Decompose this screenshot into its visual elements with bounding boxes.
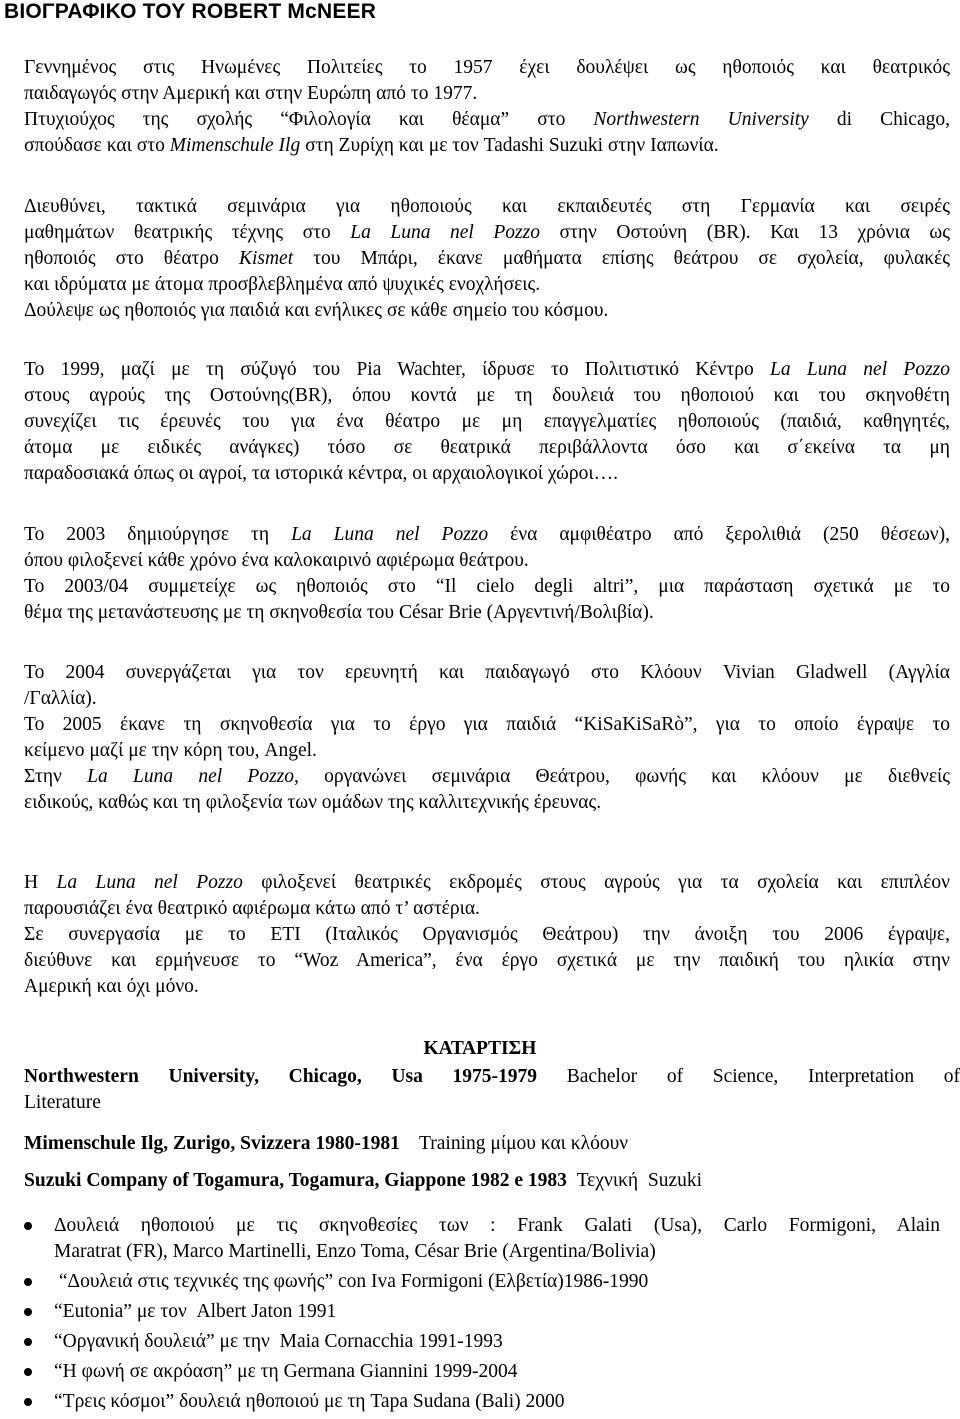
text-line: Γεννημένος στις Ηνωμένες Πολιτείες το 1957 έχει δουλέψει ως ηθοποιός και θεατρικός (24, 57, 950, 78)
bullet-icon (24, 1308, 32, 1316)
text-line: ειδικούς, καθώς και τη φιλοξενία των ομάδων της καλλιτεχνικής έρευνας. (24, 792, 602, 813)
paragraph-seminars (24, 194, 950, 324)
italic-name: Northwestern University (593, 109, 809, 130)
list-item: “Οργανική δουλειά” με την Maia Cornacchia 1991-1993 (0, 1329, 940, 1355)
text-line: Στην La Luna nel Pozzo, οργανώνει σεμινάρια Θεάτρου, φωνής και κλόουν με διεθνείς (24, 766, 950, 787)
italic-name: Kismet (238, 248, 294, 269)
text-line: και ιδρύματα με άτομα προσβλεβλημένα από ψυχικές ενοχλήσεις. (24, 274, 541, 295)
list-item: “Τρεις κόσμοι” δουλειά ηθοποιού με τη Tapa Sudana (Bali) 2000 (0, 1389, 940, 1415)
italic-name: La Luna nel Pozzo (291, 524, 489, 545)
italic-name: Mimenschule Ilg (169, 135, 301, 156)
text-line: θέμα της μετανάστευσης με τη σκηνοθεσία του César Brie (Αργεντινή/Βολιβία). (24, 602, 654, 623)
text-line: Το 2003/04 συμμετείχε ως ηθοποιός στο “Il cielo degli altri”, μια παράσταση σχετικά με το (24, 576, 950, 597)
text-line: όπου φιλοξενεί κάθε χρόνο ένα καλοκαιρινό αφιέρωμα θεάτρου. (24, 550, 529, 571)
text-line: σπούδασε και στο Mimenschule Ilg στη Ζυρίχη και με τον Tadashi Suzuki στην Ιαπωνία. (24, 135, 719, 156)
text-line: παρουσιάζει ένα θεατρικό αφιέρωμα κάτω από τ’ αστέρια. (24, 898, 480, 919)
section-heading-training: ΚΑΤΑΡΤΙΣΗ (423, 1038, 537, 1059)
list-item: “Η φωνή σε ακρόαση” με τη Germana Giannini 1999-2004 (0, 1359, 940, 1385)
text-line: συνεχίζει τις έρευνές του για ένα θέατρο με μη επαγγελματίες ηθοποιούς (παιδιά, καθηγητές, (24, 411, 950, 432)
text-line: Διευθύνει, τακτικά σεμινάρια για ηθοποιούς και εκπαιδευτές στη Γερμανία και σειρές (24, 196, 950, 217)
text-line: /Γαλλία). (24, 688, 97, 709)
institution-name: Mimenschule Ilg, Zurigo, Svizzera 1980-1981 (24, 1133, 400, 1154)
italic-name: La Luna nel Pozzo (56, 872, 243, 893)
list-item: “Eutonia” με τον Albert Jaton 1991 (0, 1299, 940, 1325)
text-line: Δούλεψε ως ηθοποιός για παιδιά και ενήλικες σε κάθε σημείο του κόσμου. (24, 300, 609, 321)
list-item: Δουλειά ηθοποιού με τις σκηνοθεσίες των : Frank Galati (Usa), Carlo Formigoni, Alain Maratrat (FR), Marco Martinelli, Enzo Toma, César Brie (Argentina/Bolivia) (0, 1213, 940, 1265)
bullet-icon (24, 1338, 32, 1346)
text-line: παιδαγωγός στην Αμερική και στην Ευρώπη από το 1977. (24, 83, 478, 104)
text-line: Σε συνεργασία με το ETI (Ιταλικός Οργανισμός Θεάτρου) την άνοιξη του 2006 έγραψε, (24, 924, 950, 945)
italic-name: La Luna nel Pozzo (87, 766, 295, 787)
text-line: Το 2004 συνεργάζεται για τον ερευνητή και παιδαγωγό στο Κλόουν Vivian Gladwell (Αγγλία (24, 662, 950, 683)
text-line: στους αγρούς της Οστούνης(BR), όπου κοντά με τη δουλειά του ηθοποιού και του σκηνοθέτη (24, 385, 950, 406)
bullet-icon (24, 1222, 32, 1230)
paragraph-1999 (24, 357, 950, 487)
institution-name: Northwestern University, Chicago, Usa 1975-1979 (24, 1066, 538, 1087)
education-entry: Mimenschule Ilg, Zurigo, Svizzera 1980-1981 Training μίμου και κλόουν (24, 1133, 629, 1154)
italic-name: La Luna nel Pozzo (770, 359, 950, 380)
text-line: κείμενο μαζί με την κόρη του, Angel. (24, 740, 317, 761)
document-title: ΒΙΟΓΡΑΦΙΚΟ ΤΟΥ ROBERT McNEER (4, 0, 377, 23)
bullet-icon (24, 1398, 32, 1406)
text-line: παραδοσιακά όπως οι αγροί, τα ιστορικά κέντρα, οι αρχαιολογικοί χώροι…. (24, 463, 618, 484)
paragraph-2003 (24, 522, 950, 626)
text-line: μαθημάτων θεατρικής τέχνης στο La Luna nel Pozzo στην Οστούνη (BR). Και 13 χρόνια ως (24, 222, 950, 243)
paragraph-2004 (24, 660, 950, 816)
text-line: Το 2005 έκανε τη σκηνοθεσία για το έργο για παιδιά “KiSaKiSaRò”, για το οποίο έγραψε το (24, 714, 950, 735)
education-entry: Northwestern University, Chicago, Usa 1975-1979 Bachelor of Science, Interpretation of Literature (24, 1064, 960, 1116)
paragraph-birth-education (24, 55, 950, 159)
paragraph-excursions (24, 870, 950, 1000)
bullet-icon (24, 1278, 32, 1286)
education-entry: Suzuki Company of Togamura, Togamura, Giappone 1982 e 1983 Τεχνική Suzuki (24, 1170, 703, 1191)
text-line: Αμερική και όχι μόνο. (24, 976, 199, 997)
training-bullet-list (0, 1213, 940, 1419)
italic-name: La Luna nel Pozzo (350, 222, 540, 243)
bullet-icon (24, 1368, 32, 1376)
text-line: Η La Luna nel Pozzo φιλοξενεί θεατρικές εκδρομές στους αγρούς για τα σχολεία και επιπλέον (24, 872, 950, 893)
text-line: άτομα με ειδικές ανάγκες) τόσο σε θεατρικά περιβάλλοντα όσο και σ΄εκείνα τα μη (24, 437, 950, 458)
institution-name: Suzuki Company of Togamura, Togamura, Giappone 1982 e 1983 (24, 1170, 567, 1191)
text-line: Literature (24, 1092, 101, 1113)
list-item: “Δουλειά στις τεχνικές της φωνής” con Iva Formigoni (Ελβετία)1986-1990 (0, 1269, 940, 1295)
text-line: ηθοποιός στο θέατρο Kismet του Μπάρι, έκανε μαθήματα επίσης θεάτρου σε σχολεία, φυλακές (24, 248, 950, 269)
text-line: Το 1999, μαζί με τη σύζυγό του Pia Wachter, ίδρυσε το Πολιτιστικό Κέντρο La Luna nel Pozzo (24, 359, 950, 380)
text-line: Πτυχιούχος της σχολής “Φιλολογία και θέαμα” στο Northwestern University di Chicago, (24, 109, 950, 130)
text-line: διεύθυνε και ερμήνευσε το “Woz America”, ένα έργο σχετικά με την παιδική του ηλικία στην (24, 950, 950, 971)
text-line: Το 2003 δημιούργησε τη La Luna nel Pozzo ένα αμφιθέατρο από ξερολιθιά (250 θέσεων), (24, 524, 950, 545)
